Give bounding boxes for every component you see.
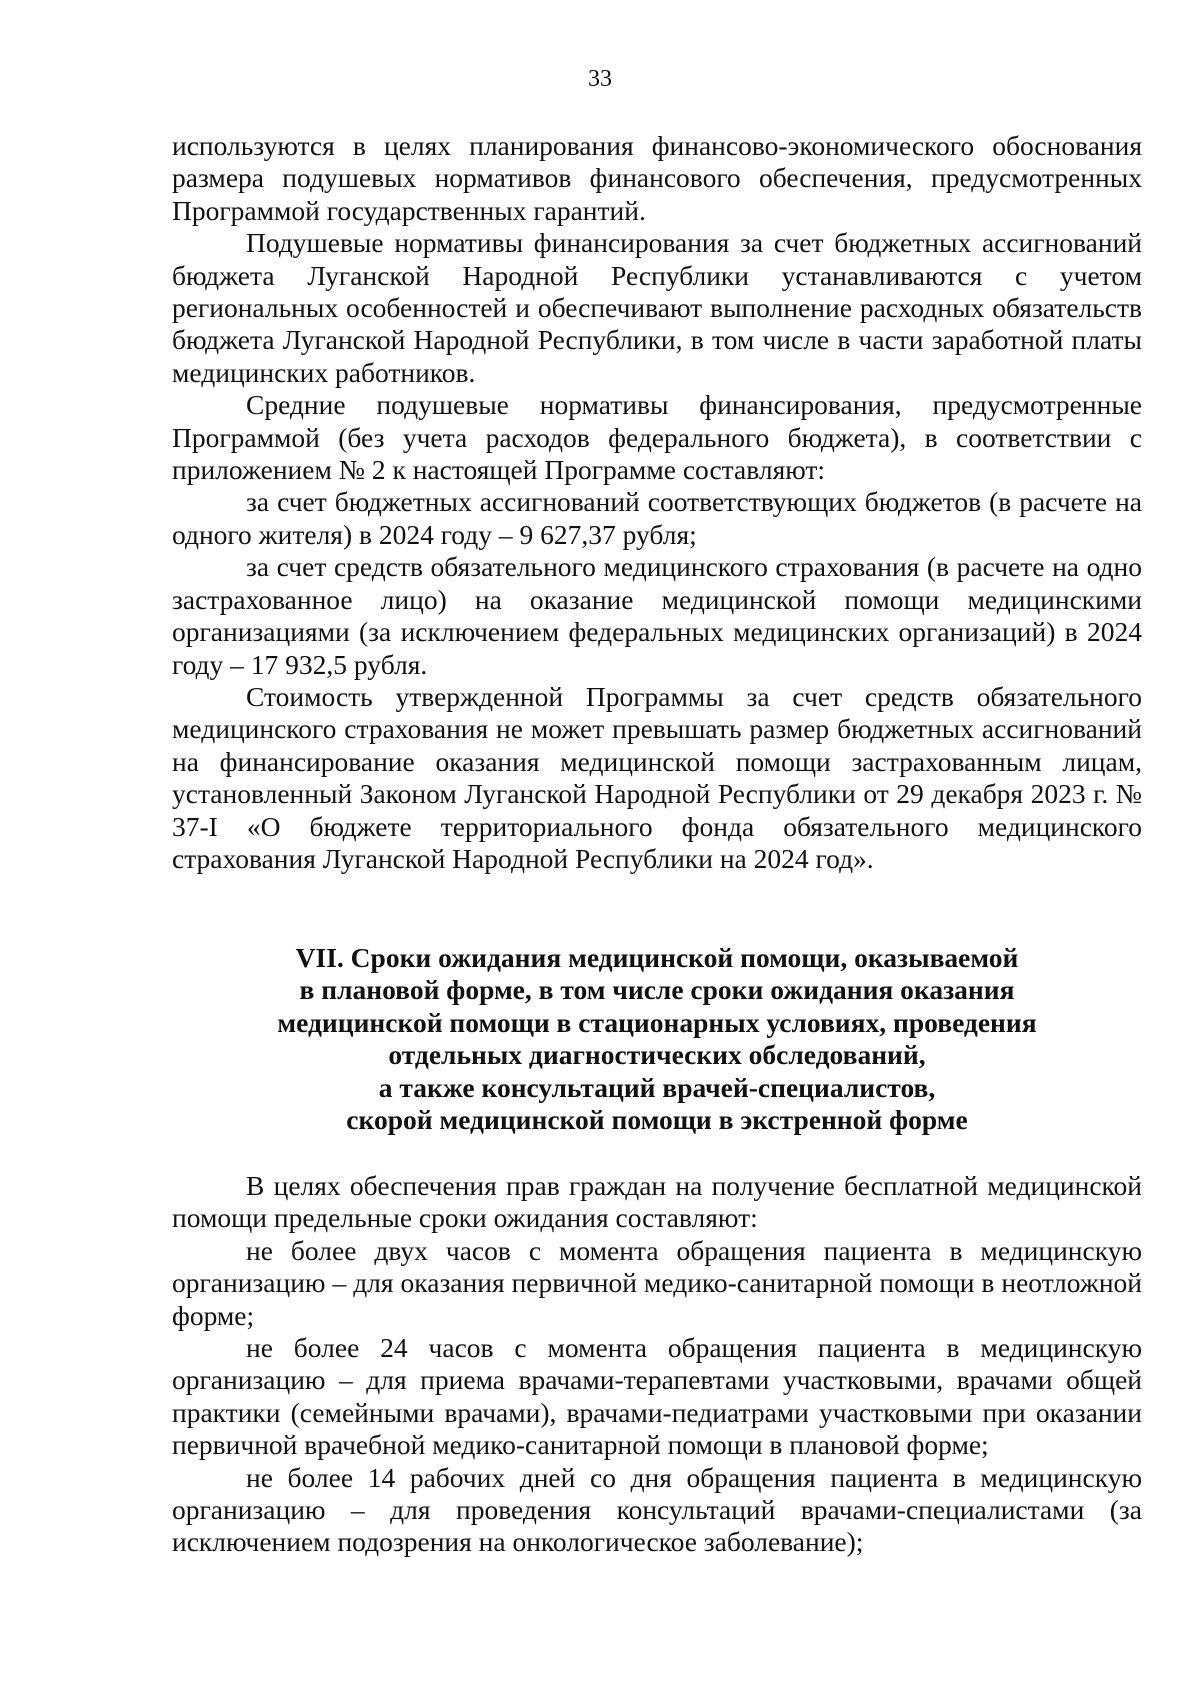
heading-line: в плановой форме, в том числе сроки ожидания оказания [299, 974, 1015, 1006]
paragraph: Стоимость утвержденной Программы за счет средств обязательного медицинского страхования не может превышать размер бюджетных ассигнований на финансирование оказания медицинской помощи застрахованным лицам, установленный Законом Луганской Народной Республики от 29 декабря 2023 г. № 37-I «О бюджете территориального фонда обязательного медицинского страхования Луганской Народной Республики на 2024 год». [172, 680, 1142, 874]
paragraph: за счет бюджетных ассигнований соответствующих бюджетов (в расчете на одного жителя) в 2024 году – 9 627,37 рубля; [172, 486, 1142, 550]
body-text-bottom [172, 1170, 1142, 1559]
paragraph: не более 14 рабочих дней со дня обращения пациента в медицинскую организацию – для проведения консультаций врачами-специалистами (за исключением подозрения на онкологическое заболевание); [172, 1461, 1142, 1558]
paragraph: не более 24 часов с момента обращения пациента в медицинскую организацию – для приема врачами-терапевтами участковыми, врачами общей практики (семейными врачами), врачами-педиатрами участковыми при оказании первичной врачебной медико-санитарной помощи в плановой форме; [172, 1332, 1142, 1461]
heading-line: медицинской помощи в стационарных условиях, проведения [277, 1006, 1037, 1038]
paragraph: используются в целях планирования финансово-экономического обоснования размера подушевых нормативов финансового обеспечения, предусмотренных Программой государственных гарантий. [172, 130, 1142, 226]
page-number: 33 [588, 66, 612, 92]
body-text-top [172, 130, 1142, 875]
section-heading [172, 942, 1142, 1136]
heading-line: а также консультаций врачей-специалистов, [378, 1071, 936, 1103]
paragraph: Средние подушевые нормативы финансирования, предусмотренные Программой (без учета расходов федерального бюджета), в соответствии с приложением № 2 к настоящей Программе составляют: [172, 389, 1142, 486]
heading-line: VII. Сроки ожидания медицинской помощи, оказываемой [295, 942, 1019, 973]
paragraph: Подушевые нормативы финансирования за счет бюджетных ассигнований бюджета Луганской Народной Республики устанавливаются с учетом региональных особенностей и обеспечивают выполнение расходных обязательств бюджета Луганской Народной Республики, в том числе в части заработной платы медицинских работников. [172, 227, 1142, 388]
paragraph: не более двух часов с момента обращения пациента в медицинскую организацию – для оказания первичной медико-санитарной помощи в неотложной форме; [172, 1234, 1142, 1331]
paragraph: за счет средств обязательного медицинского страхования (в расчете на одно застрахованное лицо) на оказание медицинской помощи медицинскими организациями (за исключением федеральных медицинских организаций) в 2024 году – 17 932,5 рубля. [172, 551, 1142, 680]
heading-line: отдельных диагностических обследований, [388, 1039, 926, 1071]
heading-line: скорой медицинской помощи в экстренной форме [346, 1104, 968, 1136]
paragraph: В целях обеспечения прав граждан на получение бесплатной медицинской помощи предельные сроки ожидания составляют: [172, 1170, 1142, 1234]
